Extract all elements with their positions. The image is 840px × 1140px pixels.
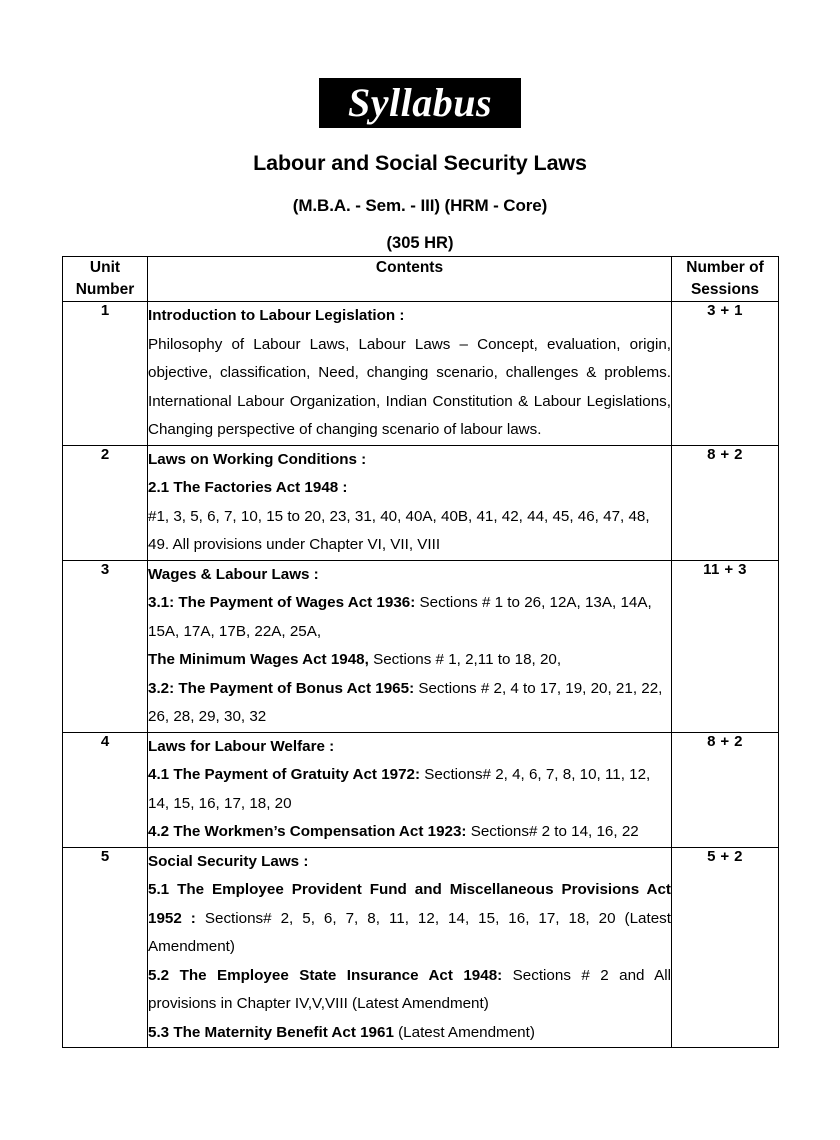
column-header-sessions — [672, 257, 779, 302]
sessions-cell: 5 + 2 — [672, 847, 779, 1048]
sessions-cell: 8 + 2 — [672, 732, 779, 847]
content-line-plain: #1, 3, 5, 6, 7, 10, 15 to 20, 23, 31, 40, 40A, 40B, 41, 42, 44, 45, 46, 47, 48, 49. All provisions under Chapter VI, VII, VIII — [148, 507, 654, 553]
content-line — [148, 646, 671, 675]
table-row — [63, 302, 779, 446]
content-line — [148, 761, 671, 818]
content-line — [148, 446, 671, 475]
table-row — [63, 847, 779, 1048]
content-line-plain: Sections # 1, 2,11 to 18, 20, — [368, 651, 562, 668]
content-line-plain: Sections # 1 to 26, 12A, 13A, 14A, 15A, 17A, 17B, 22A, 25A, — [148, 594, 656, 640]
table-row — [63, 445, 779, 560]
unit-number-cell: 1 — [63, 302, 148, 446]
content-line — [148, 589, 671, 646]
content-line — [148, 675, 671, 732]
content-line-plain: Sections# 2, 5, 6, 7, 8, 11, 12, 14, 15, 16, 17, 18, 20 (Latest Amendment) — [148, 909, 675, 955]
page-title: Labour and Social Security Laws — [253, 151, 587, 175]
contents-cell — [148, 847, 676, 1048]
syllabus-badge: Syllabus — [319, 78, 521, 128]
column-header-contents — [148, 257, 672, 302]
contents-cell — [148, 560, 672, 732]
content-line-bold: Laws on Working Conditions : — [148, 450, 367, 468]
content-line — [148, 331, 676, 445]
content-line — [148, 733, 671, 762]
sessions-cell: 8 + 2 — [672, 445, 779, 560]
contents-cell — [148, 732, 672, 847]
unit-number-cell: 5 — [63, 847, 148, 1048]
column-header-unit-number — [63, 257, 148, 302]
column-header-contents-label: Contents — [375, 259, 444, 276]
sessions-cell: 11 + 3 — [672, 560, 779, 732]
content-line-bold: 5.2 The Employee State Insurance Act 1948: — [148, 966, 503, 984]
content-line — [148, 302, 671, 331]
content-line-bold: Laws for Labour Welfare : — [148, 737, 335, 755]
content-line — [148, 876, 676, 962]
content-line — [148, 848, 671, 877]
course-subtitle: (M.B.A. - Sem. - III) (HRM - Core) — [292, 196, 548, 215]
unit-number-cell: 2 — [63, 445, 148, 560]
unit-number-cell: 4 — [63, 732, 148, 847]
content-line-plain: Philosophy of Labour Laws, Labour Laws – Concept, evaluation, origin, objective, classification, Need, changing scenario, challenges & problems. International Labour Organization, Indian Constitution & Labour Legislations, Changing perspective of changing scenario of labour laws. — [148, 335, 676, 438]
content-line — [148, 503, 671, 560]
content-line-bold: 2.1 The Factories Act 1948 : — [148, 479, 348, 496]
column-header-sessions-line2: Sessions — [690, 281, 760, 298]
course-hours: (305 HR) — [386, 234, 454, 252]
content-line — [148, 962, 676, 1019]
content-line-plain: Sections # 2, 4 to 17, 19, 20, 21, 22, 26, 28, 29, 30, 32 — [148, 679, 667, 725]
table-body — [63, 302, 779, 1048]
column-header-unit-number-line2: Number — [75, 281, 135, 298]
content-line — [148, 1019, 671, 1048]
sessions-cell: 3 + 1 — [672, 302, 779, 446]
content-line-bold: 3.1: The Payment of Wages Act 1936: — [148, 594, 416, 611]
column-header-sessions-line1: Number of — [686, 259, 764, 276]
contents-cell — [148, 445, 672, 560]
content-line-bold: 4.1 The Payment of Gratuity Act 1972: — [148, 766, 421, 783]
content-line-bold: 5.3 The Maternity Benefit Act 1961 — [148, 1023, 394, 1041]
syllabus-table — [62, 256, 779, 1048]
content-line — [148, 561, 671, 590]
content-line-bold: Introduction to Labour Legislation : — [148, 307, 405, 324]
content-line — [148, 474, 671, 503]
content-line-plain: Sections# 2, 4, 6, 7, 8, 10, 11, 12, 14, 15, 16, 17, 18, 20 — [148, 766, 655, 812]
content-line-plain: Sections# 2 to 14, 16, 22 — [466, 823, 639, 840]
table-row — [63, 560, 779, 732]
content-line-bold: The Minimum Wages Act 1948, — [148, 651, 369, 668]
content-line-bold: 3.2: The Payment of Bonus Act 1965: — [148, 679, 415, 697]
table-header-row — [63, 257, 779, 302]
content-line-plain: (Latest Amendment) — [393, 1023, 535, 1041]
column-header-unit-number-line1: Unit — [89, 259, 121, 276]
content-line-bold: Wages & Labour Laws : — [148, 565, 319, 583]
content-line — [148, 818, 671, 847]
unit-number-cell: 3 — [63, 560, 148, 732]
document-header — [0, 0, 840, 253]
content-line-bold: 5.1 The Employee Provident Fund and Miscellaneous Provisions Act 1952 : — [148, 881, 676, 927]
content-line-bold: 4.2 The Workmen’s Compensation Act 1923: — [148, 823, 467, 840]
content-line-bold: Social Security Laws : — [148, 852, 309, 870]
content-line-plain: Sections # 2 and All provisions in Chapter IV,V,VIII (Latest Amendment) — [148, 966, 676, 1012]
contents-cell — [148, 302, 676, 446]
table-row — [63, 732, 779, 847]
